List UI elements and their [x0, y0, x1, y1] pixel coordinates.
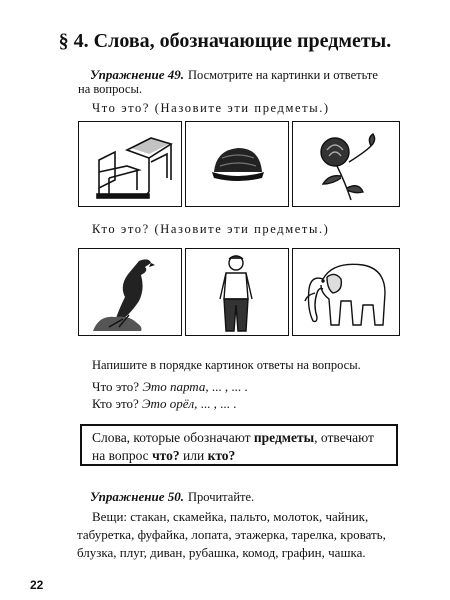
instruction-text: Напишите в порядке картинок ответы на вопросы.: [92, 358, 361, 372]
rule-line-1: [92, 429, 388, 447]
question-who: Кто это? (Назовите эти предметы.): [92, 222, 330, 236]
elephant-icon: [293, 249, 397, 333]
boy-icon: [186, 249, 286, 333]
rule-bold-who: кто?: [207, 448, 236, 463]
rule-bold-objects: предметы: [253, 430, 315, 445]
rule-text-1: Слова, которые обозначают: [92, 430, 254, 445]
rule-bold-what: что?: [152, 448, 180, 463]
rule-box: [80, 424, 398, 466]
desk-icon: [79, 122, 179, 204]
exercise-49-text: Посмотрите на картинки и ответьте: [188, 68, 378, 82]
rule-text-2: , отвечают: [314, 430, 374, 445]
answer-line-2: [92, 395, 236, 412]
answer-2-rest: , ... , ... .: [194, 396, 237, 411]
exercise-50-title: Упражнение 50.: [90, 489, 184, 504]
word-list-line-3: блузка, плуг, диван, рубашка, комод, графин, чашка.: [77, 545, 366, 560]
rule-text-4: или: [179, 448, 208, 463]
exercise-49-text-cont: на вопросы.: [78, 82, 143, 96]
picture-hat: [185, 121, 289, 207]
section-heading: § 4. Слова, обозначающие предметы.: [58, 30, 392, 52]
hat-icon: [186, 122, 286, 204]
rule-text-3: на вопрос: [92, 448, 153, 463]
answer-line-1: [92, 378, 248, 395]
answer-1-example: Это парта: [142, 379, 206, 394]
answer-2-question: Кто это?: [92, 396, 139, 411]
word-list-line-2: табуретка, фуфайка, лопата, этажерка, тарелка, кровать,: [77, 527, 386, 542]
picture-rose: [292, 121, 400, 207]
page-number: 22: [30, 578, 44, 592]
exercise-49-title: Упражнение 49.: [90, 67, 184, 82]
exercise-50-line: [90, 488, 254, 506]
rose-icon: [293, 122, 397, 204]
answer-2-example: Это орёл: [142, 396, 195, 411]
picture-boy: [185, 248, 289, 336]
exercise-50-text: Прочитайте.: [188, 490, 255, 504]
rule-line-2: [92, 447, 388, 465]
question-what: Что это? (Назовите эти предметы.): [92, 101, 330, 115]
picture-desk: [78, 121, 182, 207]
picture-elephant: [292, 248, 400, 336]
answer-1-question: Что это?: [92, 379, 140, 394]
word-list-line-1: Вещи: стакан, скамейка, пальто, молоток, чайник,: [92, 509, 369, 524]
eagle-icon: [79, 249, 179, 333]
answer-1-rest: , ... , ... .: [205, 379, 248, 394]
picture-eagle: [78, 248, 182, 336]
